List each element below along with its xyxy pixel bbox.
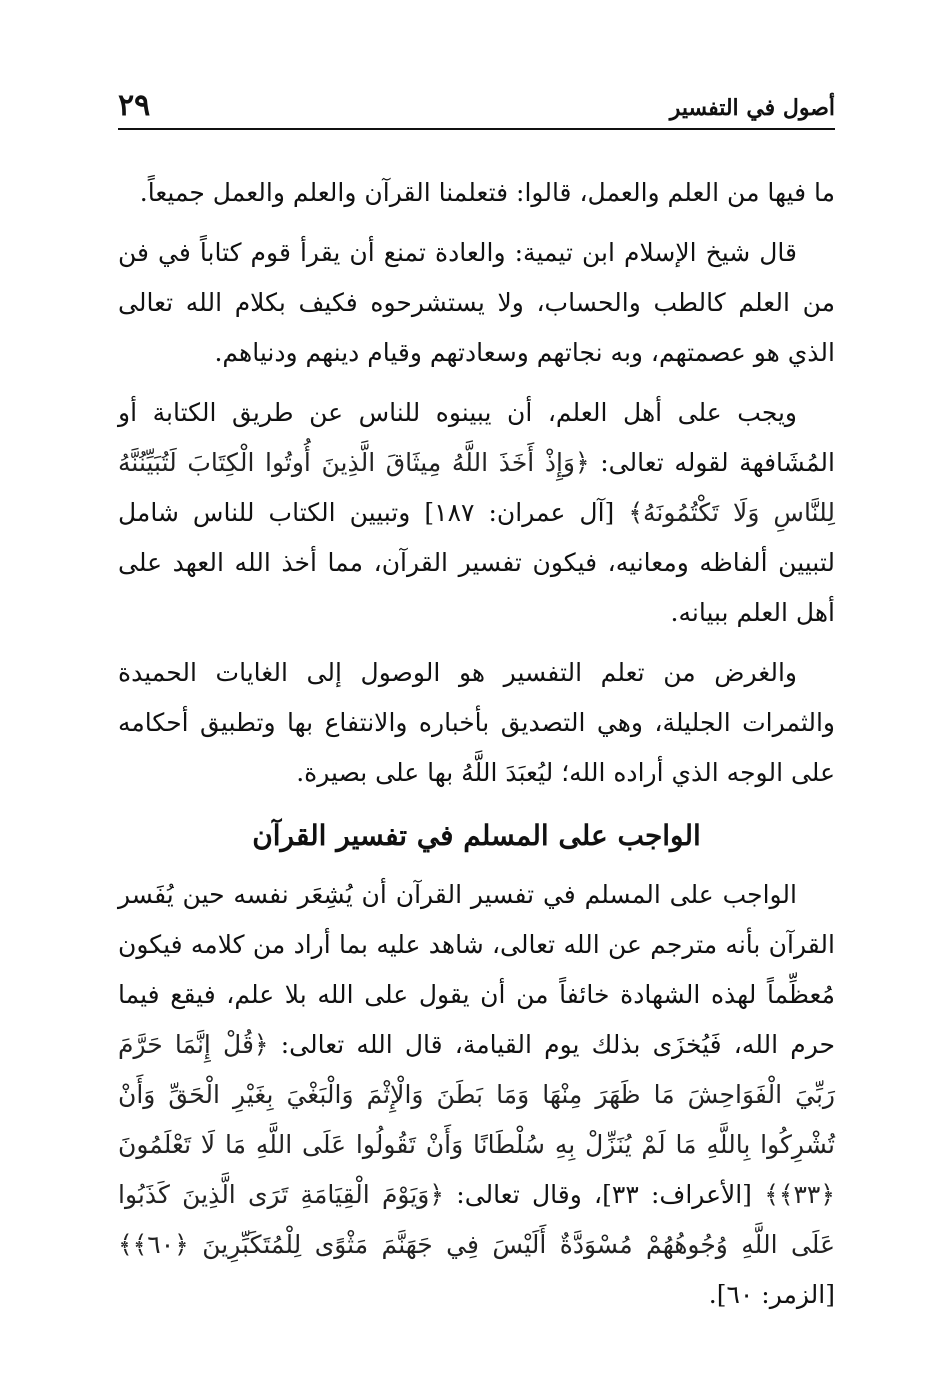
quran-verse-az-zumar-60: ﴿وَيَوْمَ الْقِيَامَةِ تَرَى الَّذِينَ كَذَبُوا عَلَى اللَّهِ وُجُوهُهُمْ مُسْوَدَّةٌ أَلَيْسَ فِي جَهَنَّمَ مَثْوًى لِلْمُتَكَبِّرِينَ ﴿٦٠﴾﴾ — [118, 1180, 835, 1259]
running-header — [118, 86, 835, 130]
quran-verse-al-imran-187: ﴿وَإِذْ أَخَذَ اللَّهُ مِيثَاقَ الَّذِينَ أُوتُوا الْكِتَابَ لَتُبَيِّنُنَّهُ لِلنَّاسِ وَلَا تَكْتُمُونَهُ﴾ — [118, 448, 835, 527]
paragraph-3-text-a: ويجب على أهل العلم، أن يبينوه للناس عن طريق الكتابة أو المُشَافهة لقوله تعالى: — [118, 398, 835, 477]
paragraph-5-text-b: [الأعراف: ٣٣]، وقال تعالى: — [456, 1180, 752, 1209]
paragraph-5-text-c: [الزمر: ٦٠]. — [708, 1280, 835, 1309]
page-body — [118, 168, 835, 1330]
paragraph-3 — [118, 388, 835, 638]
book-title: أصول في التفسير — [669, 95, 835, 121]
section-heading: الواجب على المسلم في تفسير القرآن — [252, 819, 701, 852]
paragraph-1: ما فيها من العلم والعمل، قالوا: فتعلمنا القرآن والعلم والعمل جميعاً. — [139, 178, 835, 207]
paragraph-5-text-a: الواجب على المسلم في تفسير القرآن أن يُشِعَر نفسه حين يُفَسر القرآن بأنه مترجم عن الله تعالى، شاهد عليه بما أراد من كلامه فيكون مُعظِّماً لهذه الشهادة خائفاً من أن يقول على الله بلا علم، فيقع فيما حرم الله، فَيُخزَى بذلك يوم القيامة، قال الله تعالى: — [118, 880, 835, 1059]
paragraph-3-text-b: [آل عمران: ١٨٧] وتبيين الكتاب للناس شامل لتبيين ألفاظه ومعانيه، فيكون تفسير القرآن، مما أخذ الله العهد على أهل العلم ببيانه. — [118, 498, 835, 627]
paragraph-4: والغرض من تعلم التفسير هو الوصول إلى الغايات الحميدة والثمرات الجليلة، وهي التصديق بأخباره والانتفاع بها وتطبيق أحكامه على الوجه الذي أراده الله؛ ليُعبَدَ اللَّهُ بها على بصيرة. — [118, 658, 835, 787]
quran-verse-al-araf-33: ﴿قُلْ إِنَّمَا حَرَّمَ رَبِّيَ الْفَوَاحِشَ مَا ظَهَرَ مِنْهَا وَمَا بَطَنَ وَالْإِثْمَ وَالْبَغْيَ بِغَيْرِ الْحَقِّ وَأَنْ تُشْرِكُوا بِاللَّهِ مَا لَمْ يُنَزِّلْ بِهِ سُلْطَانًا وَأَنْ تَقُولُوا عَلَى اللَّهِ مَا لَا تَعْلَمُونَ ﴿٣٣﴾﴾ — [118, 1030, 835, 1209]
paragraph-5 — [118, 870, 835, 1320]
paragraph-2: قال شيخ الإسلام ابن تيمية: والعادة تمنع أن يقرأ قوم كتاباً في فن من العلم كالطب والحساب، ولا يستشرحوه فكيف بكلام الله تعالى الذي هو عصمتهم، وبه نجاتهم وسعادتهم وقيام دينهم ودنياهم. — [118, 238, 835, 367]
page-number: ٢٩ — [118, 88, 151, 123]
